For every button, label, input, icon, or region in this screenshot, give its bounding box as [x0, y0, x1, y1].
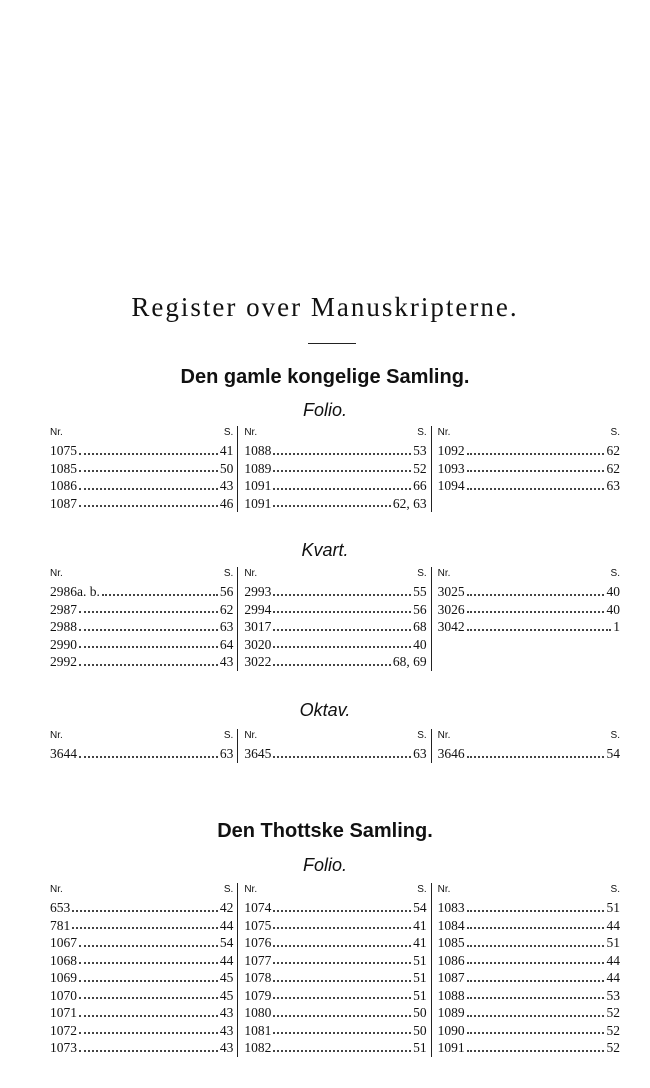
register-entry [244, 934, 426, 952]
manuscript-number: 3020 [244, 636, 272, 652]
manuscript-number: 3017 [244, 619, 272, 634]
dot-leader [273, 927, 411, 929]
page-number: 43 [219, 1040, 234, 1055]
register-entry [244, 636, 426, 654]
manuscript-number: 1077 [244, 952, 272, 968]
dot-leader [79, 629, 218, 631]
column-header [50, 883, 233, 897]
manuscript-number: 3042 [437, 619, 465, 634]
manuscript-number: 1085 [50, 460, 77, 476]
dot-leader [79, 664, 218, 666]
page-number: 44 [219, 952, 234, 968]
manuscript-number: 1070 [50, 987, 77, 1003]
manuscript-number: 1082 [244, 1040, 272, 1055]
dot-leader [79, 1050, 218, 1052]
manuscript-number: 3025 [437, 584, 465, 599]
manuscript-number: 1084 [437, 917, 465, 933]
register-entry [50, 1022, 233, 1040]
page-number: 43 [219, 1005, 234, 1020]
manuscript-number: 2990 [50, 636, 77, 652]
dot-leader [273, 611, 411, 613]
section-title-folio: Folio. [302, 400, 347, 420]
register-entry [50, 583, 233, 601]
page-number: 51 [606, 935, 620, 950]
page-number: 43 [219, 654, 234, 669]
page-number: 45 [219, 970, 234, 985]
dot-leader [273, 1032, 411, 1034]
column-header [50, 729, 233, 743]
register-entry [244, 969, 426, 987]
page-number: 51 [413, 1040, 427, 1055]
dot-leader [467, 629, 612, 631]
dot-leader [273, 1050, 411, 1052]
page-number: 54 [219, 935, 234, 950]
page-number: 52 [606, 1040, 620, 1055]
page-number: 50 [413, 1005, 427, 1020]
manuscript-number: 781 [50, 917, 71, 933]
manuscript-number: 2986a. b. [50, 584, 100, 599]
register-entry [50, 601, 233, 619]
register-entry [244, 1004, 426, 1022]
header-page-label: S. [223, 427, 234, 438]
header-number-label: Nr. [244, 884, 258, 895]
register-entry [244, 745, 426, 763]
register-entry [50, 952, 233, 970]
register-column [44, 426, 237, 512]
column-header [244, 567, 426, 581]
page-number: 45 [219, 987, 234, 1003]
page-number: 40 [606, 584, 620, 599]
header-number-label: Nr. [437, 568, 451, 579]
page-number: 53 [606, 987, 620, 1003]
manuscript-number: 1071 [50, 1005, 77, 1020]
header-number-label: Nr. [437, 427, 451, 438]
page-number: 63 [219, 746, 234, 761]
page-number: 62 [606, 443, 620, 458]
header-page-label: S. [223, 730, 234, 741]
column-header [244, 883, 426, 897]
register-column [237, 567, 430, 671]
dot-leader [273, 945, 411, 947]
header-number-label: Nr. [244, 568, 258, 579]
manuscript-number: 2992 [50, 654, 77, 669]
page-number: 52 [413, 460, 427, 476]
manuscript-number: 1088 [244, 443, 272, 458]
register-entry [50, 987, 233, 1005]
header-page-label: S. [417, 427, 427, 438]
page-number: 41 [413, 935, 427, 950]
register-column [44, 883, 237, 1057]
register-column [44, 729, 237, 763]
dot-leader [467, 927, 605, 929]
dot-leader [467, 1050, 605, 1052]
page-number: 44 [606, 952, 620, 968]
dot-leader [79, 1015, 218, 1017]
register-table [44, 883, 624, 1057]
dot-leader [79, 646, 218, 648]
header-page-label: S. [610, 427, 620, 438]
register-entry [244, 1039, 426, 1057]
dot-leader [467, 594, 605, 596]
dot-leader [79, 945, 218, 947]
register-entry [244, 987, 426, 1005]
page-number: 68, 69 [392, 654, 427, 669]
register-entry [50, 745, 233, 763]
collection-title-thottske: Den Thottske Samling. [217, 820, 433, 842]
register-entry [244, 477, 426, 495]
register-entry [438, 618, 620, 636]
manuscript-number: 653 [50, 900, 71, 915]
dot-leader [273, 453, 411, 455]
page-number: 1 [613, 619, 620, 634]
dot-leader [102, 594, 218, 596]
column-header [438, 729, 620, 743]
manuscript-number: 1076 [244, 935, 272, 950]
manuscript-number: 1092 [437, 443, 465, 458]
manuscript-number: 2993 [244, 584, 272, 599]
section-title-kvart: Kvart. [301, 540, 349, 560]
register-entry [438, 1022, 620, 1040]
page-number: 44 [606, 970, 620, 985]
register-entry [50, 1004, 233, 1022]
manuscript-number: 1091 [437, 1040, 465, 1055]
page-number: 44 [219, 917, 234, 933]
manuscript-number: 2987 [50, 601, 77, 617]
register-entry [50, 934, 233, 952]
page-number: 64 [219, 636, 234, 652]
register-entry [244, 495, 426, 513]
dot-leader [467, 1015, 605, 1017]
manuscript-number: 1093 [437, 460, 465, 476]
header-number-label: Nr. [50, 884, 63, 895]
manuscript-number: 3645 [244, 746, 272, 761]
dot-leader [273, 997, 411, 999]
column-header [438, 883, 620, 897]
manuscript-number: 1069 [50, 970, 77, 985]
manuscript-number: 1090 [437, 1022, 465, 1038]
register-entry [244, 601, 426, 619]
dot-leader [273, 594, 411, 596]
register-entry [244, 618, 426, 636]
register-entry [244, 583, 426, 601]
header-number-label: Nr. [437, 884, 451, 895]
manuscript-number: 1088 [437, 987, 465, 1003]
register-column [431, 567, 624, 671]
page-number: 56 [219, 584, 234, 599]
dot-leader [273, 962, 411, 964]
register-entry [438, 442, 620, 460]
manuscript-number: 1068 [50, 952, 77, 968]
register-entry [50, 917, 233, 935]
page-number: 63 [413, 746, 427, 761]
page-title: Register over Manuskripterne. [131, 292, 519, 322]
page-number: 41 [219, 443, 234, 458]
dot-leader [273, 756, 411, 758]
page-number: 62 [606, 460, 620, 476]
dot-leader [273, 646, 411, 648]
dot-leader [467, 945, 605, 947]
register-entry [438, 1039, 620, 1057]
column-header [438, 567, 620, 581]
dot-leader [467, 756, 605, 758]
dot-leader [273, 910, 411, 912]
dot-leader [79, 470, 218, 472]
manuscript-number: 1089 [244, 460, 272, 476]
register-entry [50, 618, 233, 636]
register-column [44, 567, 237, 671]
dot-leader [79, 505, 218, 507]
page-number: 43 [219, 1022, 234, 1038]
manuscript-number: 1087 [50, 495, 77, 511]
register-entry [244, 442, 426, 460]
section-title-oktav: Oktav. [299, 700, 351, 720]
dot-leader [273, 505, 391, 507]
column-header [438, 426, 620, 440]
register-column [431, 729, 624, 763]
page-number: 51 [413, 970, 427, 985]
register-entry [244, 952, 426, 970]
register-entry [244, 653, 426, 671]
header-page-label: S. [223, 884, 234, 895]
dot-leader [273, 470, 411, 472]
page-number: 68 [413, 619, 427, 634]
page-number: 42 [219, 900, 234, 915]
register-entry [244, 917, 426, 935]
register-entry [438, 460, 620, 478]
register-table [44, 426, 624, 512]
register-entry [438, 934, 620, 952]
header-page-label: S. [610, 730, 620, 741]
dot-leader [79, 756, 218, 758]
header-number-label: Nr. [437, 730, 451, 741]
dot-leader [79, 488, 218, 490]
header-page-label: S. [417, 884, 427, 895]
page-number: 56 [413, 601, 427, 617]
dot-leader [467, 980, 605, 982]
header-page-label: S. [417, 568, 427, 579]
dot-leader [467, 910, 605, 912]
header-page-label: S. [223, 568, 234, 579]
manuscript-number: 1086 [50, 478, 77, 493]
register-entry [438, 601, 620, 619]
manuscript-number: 1094 [437, 478, 465, 493]
manuscript-number: 1080 [244, 1005, 272, 1020]
register-entry [438, 899, 620, 917]
page-number: 41 [413, 917, 427, 933]
manuscript-number: 1091 [244, 495, 272, 511]
page-number: 52 [606, 1022, 620, 1038]
register-entry [438, 477, 620, 495]
dot-leader [467, 997, 605, 999]
manuscript-number: 2994 [244, 601, 272, 617]
header-number-label: Nr. [50, 427, 63, 438]
dot-leader [72, 910, 218, 912]
column-header [244, 729, 426, 743]
header-number-label: Nr. [50, 568, 63, 579]
register-entry [50, 899, 233, 917]
page-number: 63 [606, 478, 620, 493]
register-entry [244, 899, 426, 917]
manuscript-number: 1081 [244, 1022, 272, 1038]
register-entry [50, 442, 233, 460]
header-number-label: Nr. [50, 730, 63, 741]
page-number: 43 [219, 478, 234, 493]
manuscript-number: 2988 [50, 619, 77, 634]
register-entry [50, 495, 233, 513]
register-column [237, 729, 430, 763]
manuscript-number: 1075 [244, 917, 272, 933]
register-entry [438, 987, 620, 1005]
dot-leader [79, 980, 218, 982]
page-number: 51 [413, 952, 427, 968]
dot-leader [273, 980, 411, 982]
manuscript-number: 3644 [50, 746, 77, 761]
manuscript-number: 3022 [244, 654, 272, 669]
register-entry [438, 969, 620, 987]
page-number: 52 [606, 1005, 620, 1020]
dot-leader [467, 962, 605, 964]
header-page-label: S. [610, 568, 620, 579]
header-number-label: Nr. [244, 730, 258, 741]
register-entry [438, 745, 620, 763]
manuscript-number: 1085 [437, 935, 465, 950]
dot-leader [467, 611, 605, 613]
register-entry [438, 952, 620, 970]
dot-leader [79, 962, 218, 964]
register-entry [50, 460, 233, 478]
register-entry [244, 460, 426, 478]
page-number: 40 [606, 601, 620, 617]
manuscript-number: 1083 [437, 900, 465, 915]
page-number: 54 [413, 900, 427, 915]
manuscript-number: 1078 [244, 970, 272, 985]
section-title-folio: Folio. [302, 855, 347, 875]
page-number: 51 [606, 900, 620, 915]
register-table [44, 729, 624, 763]
dot-leader [273, 1015, 411, 1017]
register-entry [50, 969, 233, 987]
register-column [237, 883, 430, 1057]
header-page-label: S. [417, 730, 427, 741]
register-entry [244, 1022, 426, 1040]
page-number: 53 [413, 443, 427, 458]
register-entry [50, 636, 233, 654]
manuscript-number: 1073 [50, 1040, 77, 1055]
manuscript-number: 1067 [50, 935, 77, 950]
register-entry [50, 653, 233, 671]
page-number: 62 [219, 601, 234, 617]
header-page-label: S. [610, 884, 620, 895]
title-rule [308, 343, 356, 344]
manuscript-number: 1072 [50, 1022, 77, 1038]
register-entry [50, 1039, 233, 1057]
register-entry [50, 477, 233, 495]
page-number: 54 [606, 746, 620, 761]
dot-leader [273, 629, 411, 631]
dot-leader [273, 664, 391, 666]
dot-leader [467, 470, 605, 472]
dot-leader [79, 1032, 218, 1034]
page-number: 51 [413, 987, 427, 1003]
manuscript-number: 1087 [437, 970, 465, 985]
dot-leader [467, 453, 605, 455]
manuscript-number: 1075 [50, 443, 77, 458]
dot-leader [273, 488, 411, 490]
manuscript-number: 1074 [244, 900, 272, 915]
dot-leader [79, 997, 218, 999]
page-number: 44 [606, 917, 620, 933]
manuscript-number: 1086 [437, 952, 465, 968]
dot-leader [467, 1032, 605, 1034]
register-table [44, 567, 624, 671]
register-column [431, 883, 624, 1057]
register-entry [438, 1004, 620, 1022]
page-number: 50 [219, 460, 234, 476]
register-column [237, 426, 430, 512]
page-number: 46 [219, 495, 234, 511]
dot-leader [72, 927, 218, 929]
register-entry [438, 583, 620, 601]
page-number: 50 [413, 1022, 427, 1038]
column-header [244, 426, 426, 440]
page-number: 63 [219, 619, 234, 634]
page-number: 66 [413, 478, 427, 493]
page-number: 40 [413, 636, 427, 652]
register-entry [438, 917, 620, 935]
manuscript-number: 1079 [244, 987, 272, 1003]
header-number-label: Nr. [244, 427, 258, 438]
dot-leader [467, 488, 605, 490]
column-header [50, 567, 233, 581]
page-number: 62, 63 [392, 495, 427, 511]
register-column [431, 426, 624, 512]
manuscript-number: 3646 [437, 746, 465, 761]
collection-title-gamle-kongelige: Den gamle kongelige Samling. [180, 366, 470, 388]
manuscript-number: 1091 [244, 478, 272, 493]
column-header [50, 426, 233, 440]
dot-leader [79, 611, 218, 613]
dot-leader [79, 453, 218, 455]
manuscript-number: 3026 [437, 601, 465, 617]
page-number: 55 [413, 584, 427, 599]
manuscript-number: 1089 [437, 1005, 465, 1020]
